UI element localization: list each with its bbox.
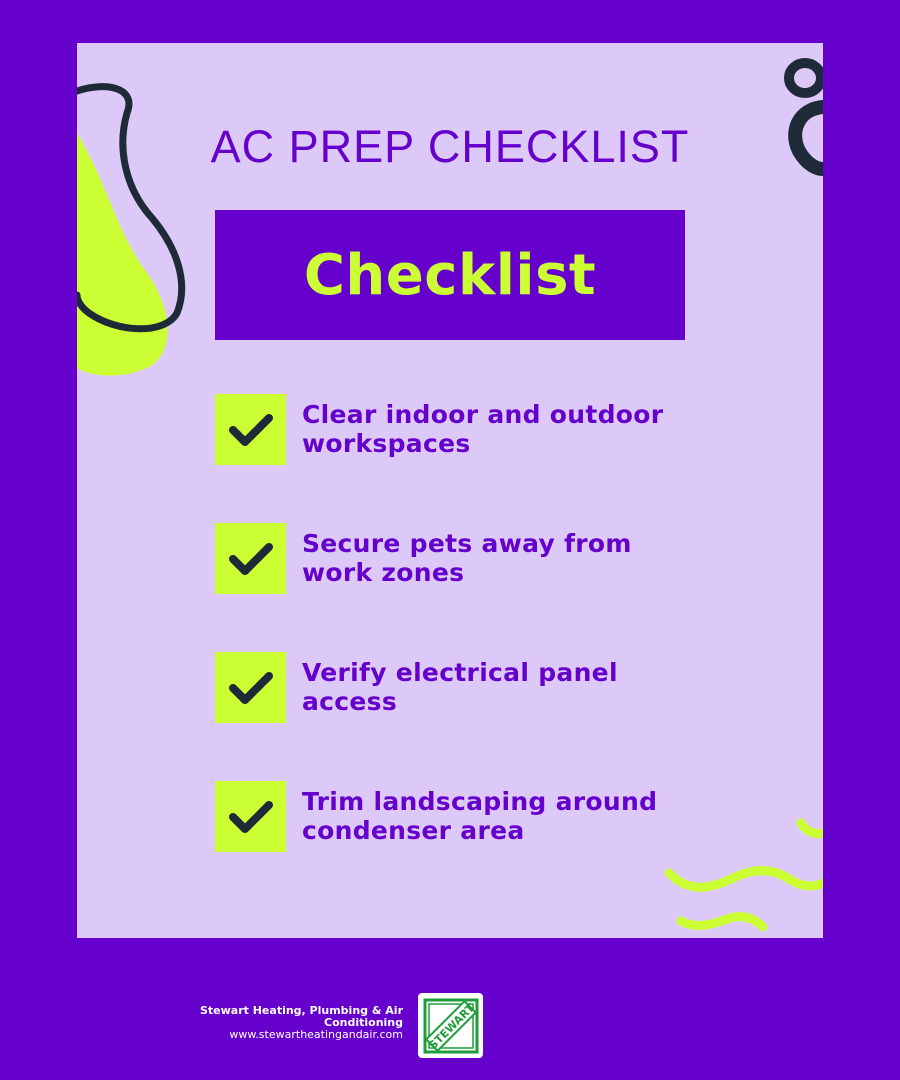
stewart-logo-icon	[422, 997, 480, 1055]
checklist-item	[215, 394, 702, 465]
checkbox	[215, 781, 286, 852]
website-link[interactable]: www.stewartheatingandair.com	[229, 1028, 403, 1041]
checklist-banner	[215, 210, 685, 340]
logo-wordmark: STEWART	[425, 1000, 477, 1052]
lime-squiggle-shape	[801, 823, 823, 834]
checklist-item-text: Verify electrical panel access	[302, 658, 618, 716]
checklist-item	[215, 652, 702, 723]
checkmark-icon	[227, 797, 275, 837]
lime-squiggle-shape	[681, 917, 763, 927]
dark-ring-shape	[789, 63, 821, 93]
company-name: Stewart Heating, Plumbing & Air Conditioning	[199, 1004, 403, 1029]
footer	[0, 993, 900, 1059]
checkbox	[215, 394, 286, 465]
footer-info	[193, 1005, 403, 1041]
checklist-item-text: Clear indoor and outdoor workspaces	[302, 400, 664, 458]
checklist-item	[215, 781, 702, 852]
checklist-item-text: Secure pets away from work zones	[302, 529, 632, 587]
checkbox	[215, 523, 286, 594]
page-title: AC PREP CHECKLIST	[210, 121, 690, 172]
checkmark-icon	[227, 668, 275, 708]
banner-label: Checklist	[303, 242, 597, 308]
lime-squiggle-shape	[669, 871, 823, 888]
checkmark-icon	[227, 539, 275, 579]
company-logo	[418, 993, 483, 1058]
checkmark-icon	[227, 410, 275, 450]
checklist-item-text: Trim landscaping around condenser area	[302, 787, 658, 845]
checklist-card	[77, 43, 823, 938]
checklist-item	[215, 523, 702, 594]
checkbox	[215, 652, 286, 723]
